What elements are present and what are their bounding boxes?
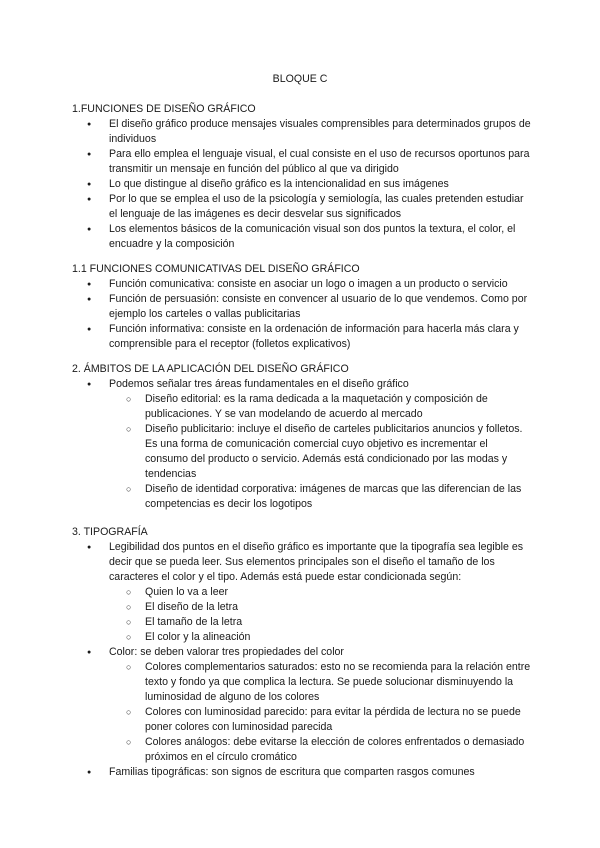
list-item: ● Lo que distingue al diseño gráfico es la intencionalidad en sus imágenes bbox=[72, 177, 532, 192]
sub-list-item: ○ Colores análogos: debe evitarse la elección de colores enfrentados o demasiado próximos en el círculo cromático bbox=[72, 735, 532, 765]
section-heading: 2. ÁMBITOS DE LA APLICACIÓN DEL DISEÑO GRÁFICO bbox=[72, 363, 349, 375]
bullet-list bbox=[72, 377, 532, 392]
sub-list-item: ○ El diseño de la letra bbox=[72, 600, 532, 615]
section-heading: 3. TIPOGRAFÍA bbox=[72, 526, 148, 538]
list-item: ● Podemos señalar tres áreas fundamentales en el diseño gráfico bbox=[72, 377, 532, 392]
list-item: ● Función informativa: consiste en la ordenación de información para hacerla más clara y comprensible para el receptor (folletos explicativos) bbox=[72, 322, 532, 352]
list-item: ● Familias tipográficas: son signos de escritura que comparten rasgos comunes bbox=[72, 765, 532, 780]
bullet-list bbox=[72, 277, 532, 352]
sub-list-item: ○ Quien lo va a leer bbox=[72, 585, 532, 600]
bullet-list bbox=[72, 117, 532, 252]
bullet-list bbox=[72, 765, 532, 780]
section-tipografia bbox=[72, 525, 532, 780]
sub-bullet-list bbox=[72, 392, 532, 512]
bullet-list bbox=[72, 645, 532, 660]
sub-list-item: ○ Diseño de identidad corporativa: imágenes de marcas que las diferencian de las competencias es decir los logotipos bbox=[72, 482, 532, 512]
list-item: ● Función de persuasión: consiste en convencer al usuario de lo que vendemos. Como por ejemplo los carteles o vallas publicitarias bbox=[72, 292, 532, 322]
list-item: ● Para ello emplea el lenguaje visual, el cual consiste en el uso de recursos oportunos para transmitir un mensaje en función del público al que va dirigido bbox=[72, 147, 532, 177]
list-item: ● El diseño gráfico produce mensajes visuales comprensibles para determinados grupos de individuos bbox=[72, 117, 532, 147]
sub-bullet-list bbox=[72, 585, 532, 645]
list-item: ● Legibilidad dos puntos en el diseño gráfico es importante que la tipografía sea legible es decir que se pueda leer. Sus elementos principales son el diseño el tamaño de los caracteres el color y el tipo. Además está puede estar condicionada según: bbox=[72, 540, 532, 585]
sub-list-item: ○ El tamaño de la letra bbox=[72, 615, 532, 630]
list-item: ● Función comunicativa: consiste en asociar un logo o imagen a un producto o servicio bbox=[72, 277, 532, 292]
page-title: BLOQUE C bbox=[272, 73, 328, 85]
sub-bullet-list bbox=[72, 660, 532, 765]
section-ambitos bbox=[72, 362, 532, 512]
list-item: ● Los elementos básicos de la comunicación visual son dos puntos la textura, el color, el encuadre y la composición bbox=[72, 222, 532, 252]
bullet-list bbox=[72, 540, 532, 585]
section-heading: 1.1 FUNCIONES COMUNICATIVAS DEL DISEÑO GRÁFICO bbox=[72, 263, 360, 275]
list-item: ● Por lo que se emplea el uso de la psicología y semiología, las cuales pretenden estudiar el lenguaje de las imágenes es decir desvelar sus significados bbox=[72, 192, 532, 222]
sub-list-item: ○ Diseño publicitario: incluye el diseño de carteles publicitarios anuncios y folletos. Es una forma de comunicación comercial cuyo objetivo es incrementar el consumo del producto o servicio. Además está condicionado por las modas y tendencias bbox=[72, 422, 532, 482]
section-funciones-comunicativas bbox=[72, 262, 532, 352]
section-funciones bbox=[72, 102, 532, 252]
sub-list-item: ○ Colores complementarios saturados: esto no se recomienda para la relación entre texto y fondo ya que complica la lectura. Se puede solucionar disminuyendo la luminosidad de alguno de los colores bbox=[72, 660, 532, 705]
list-item: ● Color: se deben valorar tres propiedades del color bbox=[72, 645, 532, 660]
sub-list-item: ○ Colores con luminosidad parecido: para evitar la pérdida de lectura no se puede poner colores con luminosidad parecida bbox=[72, 705, 532, 735]
sub-list-item: ○ El color y la alineación bbox=[72, 630, 532, 645]
section-heading: 1.FUNCIONES DE DISEÑO GRÁFICO bbox=[72, 103, 256, 115]
sub-list-item: ○ Diseño editorial: es la rama dedicada a la maquetación y composición de publicaciones. Y se van modelando de acuerdo al mercado bbox=[72, 392, 532, 422]
